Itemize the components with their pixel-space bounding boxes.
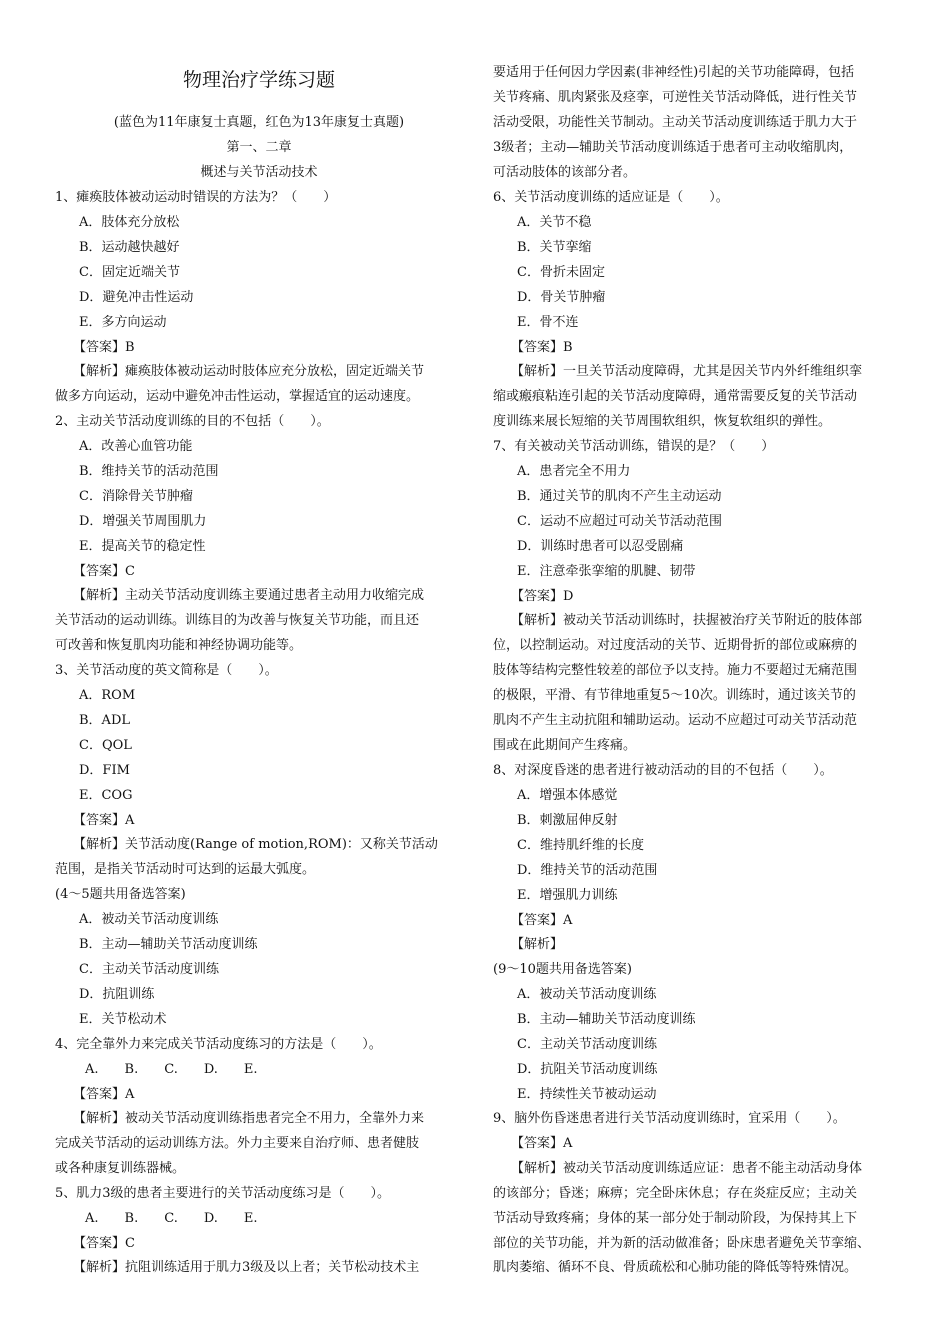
explanation-line: 位，以控制运动。对过度活动的关节、近期骨折的部位或麻痹的 (493, 638, 858, 653)
explanation-line: 完成关节活动的运动训练方法。外力主要来自治疗师、患者健肢 (55, 1136, 420, 1151)
answer: 【答案】A (511, 1136, 573, 1151)
option-letters: A. B. C. D. E. (85, 1211, 258, 1226)
option: D．抗阻训练 (79, 987, 155, 1002)
option: B．通过关节的肌肉不产生主动运动 (517, 489, 722, 504)
explanation-line: 缩或瘢痕粘连引起的关节活动度障碍，通常需要反复的关节活动 (493, 389, 858, 404)
option: A．改善心血管功能 (79, 439, 193, 454)
option: A．患者完全不用力 (517, 464, 631, 479)
explanation-line: 的该部分；昏迷；麻痹；完全卧床休息；存在炎症反应；主动关 (493, 1186, 858, 1201)
explanation-line: 活动受限，功能性关节制动。主动关节活动度训练适于肌力大于 (493, 115, 858, 130)
question-3: 3、关节活动度的英文简称是（ ）。 (55, 663, 278, 678)
option: E．COG (79, 788, 133, 803)
shared-options-note: (4～5题共用备选答案) (55, 887, 186, 902)
option: E．骨不连 (517, 315, 579, 330)
question-2: 2、主动关节活动度训练的目的不包括（ ）。 (55, 414, 330, 429)
option: D．维持关节的活动范围 (517, 863, 658, 878)
explanation-line: 【解析】 (511, 937, 564, 952)
explanation-line: 【解析】被动关节活动度训练适应证：患者不能主动活动身体 (511, 1161, 863, 1176)
option: C．运动不应超过可动关节活动范围 (517, 514, 722, 529)
explanation-line: 关节活动的运动训练。训练目的为改善与恢复关节功能，而且还 (55, 613, 420, 628)
answer: 【答案】C (73, 564, 135, 579)
option: D．骨关节肿瘤 (517, 290, 606, 305)
question-8: 8、对深度昏迷的患者进行被动活动的目的不包括（ ）。 (493, 763, 833, 778)
option: E．关节松动术 (79, 1012, 167, 1027)
option: A．增强本体感觉 (517, 788, 618, 803)
question-1: 1、瘫痪肢体被动运动时错误的方法为？（ ） (55, 190, 337, 205)
option: B．主动—辅助关节活动度训练 (517, 1012, 696, 1027)
option: E．多方向运动 (79, 315, 167, 330)
option: C．QOL (79, 738, 132, 753)
explanation-line: 范围，是指关节活动时可达到的运最大弧度。 (55, 862, 316, 877)
question-6: 6、关节活动度训练的适应证是（ ）。 (493, 190, 729, 205)
option: E．注意牵张挛缩的肌腱、韧带 (517, 564, 696, 579)
option: B．ADL (79, 713, 130, 728)
option: B．维持关节的活动范围 (79, 464, 219, 479)
answer: 【答案】A (73, 813, 135, 828)
page-title: 物理治疗学练习题 (182, 69, 335, 91)
question-4: 4、完全靠外力来完成关节活动度练习的方法是（ ）。 (55, 1037, 382, 1052)
option: C．主动关节活动度训练 (517, 1037, 657, 1052)
option: D．训练时患者可以忍受剧痛 (517, 539, 684, 554)
option: C．固定近端关节 (79, 265, 180, 280)
option: D．FIM (79, 763, 130, 778)
explanation-line: 3级者；主动—辅助关节活动度训练适于患者可主动收缩肌肉， (493, 140, 853, 155)
shared-options-note: (9～10题共用备选答案) (493, 962, 632, 977)
explanation-line: 【解析】被动关节活动度训练指患者完全不用力，全靠外力来 (73, 1111, 425, 1126)
explanation-line: 【解析】主动关节活动度训练主要通过患者主动用力收缩完成 (73, 588, 425, 603)
option: D．增强关节周围肌力 (79, 514, 207, 529)
explanation-line: 度训练来展长短缩的关节周围软组织，恢复软组织的弹性。 (493, 414, 832, 429)
question-7: 7、有关被动关节活动训练，错误的是？（ ） (493, 439, 775, 454)
answer: 【答案】A (511, 913, 573, 928)
explanation-line: 【解析】关节活动度(Range of motion,ROM)：又称关节活动 (73, 837, 438, 852)
explanation-line: 做多方向运动，运动中避免冲击性运动，掌握适宜的运动速度。 (55, 389, 420, 404)
option: C．消除骨关节肿瘤 (79, 489, 193, 504)
explanation-line: 要适用于任何因力学因素(非神经性)引起的关节功能障碍，包括 (493, 65, 855, 80)
option: E．提高关节的稳定性 (79, 539, 206, 554)
option: B．关节挛缩 (517, 240, 592, 255)
option: E．持续性关节被动运动 (517, 1087, 657, 1102)
option: B．主动—辅助关节活动度训练 (79, 937, 258, 952)
explanation-line: 可改善和恢复肌肉功能和神经协调功能等。 (55, 638, 303, 653)
option: C．骨折未固定 (517, 265, 605, 280)
answer: 【答案】B (73, 340, 135, 355)
option: A．被动关节活动度训练 (517, 987, 657, 1002)
explanation-line: 【解析】抗阻训练适用于肌力3级及以上者；关节松动技术主 (73, 1260, 420, 1275)
answer: 【答案】C (73, 1236, 135, 1251)
explanation-line: 肌肉不产生主动抗阻和辅助运动。运动不应超过可动关节活动范 (493, 713, 858, 728)
option: B．运动越快越好 (79, 240, 180, 255)
option: D．避免冲击性运动 (79, 290, 194, 305)
option-letters: A. B. C. D. E. (85, 1062, 258, 1077)
answer: 【答案】B (511, 340, 573, 355)
explanation-line: 关节疼痛、肌肉紧张及痉挛，可逆性关节活动降低，进行性关节 (493, 90, 858, 105)
option: E．增强肌力训练 (517, 888, 618, 903)
option: C．主动关节活动度训练 (79, 962, 219, 977)
explanation-line: 可活动肢体的该部分者。 (493, 165, 637, 180)
explanation-line: 【解析】瘫痪肢体被动运动时肢体应充分放松，固定近端关节 (73, 364, 425, 379)
explanation-line: 部位的关节功能，并为新的活动做准备；卧床患者避免关节挛缩、 (493, 1236, 871, 1251)
answer: 【答案】D (511, 589, 574, 604)
chapter-heading: 第一、二章 (226, 140, 292, 155)
explanation-line: 或各种康复训练器械。 (55, 1161, 186, 1176)
option: A．关节不稳 (517, 215, 592, 230)
answer: 【答案】A (73, 1087, 135, 1102)
explanation-line: 【解析】一旦关节活动度障碍，尤其是因关节内外纤维组织挛 (511, 364, 863, 379)
option: D．抗阻关节活动度训练 (517, 1062, 658, 1077)
question-9: 9、脑外伤昏迷患者进行关节活动度训练时，宜采用（ ）。 (493, 1111, 846, 1126)
subtitle-note: (蓝色为11年康复士真题，红色为13年康复士真题) (113, 115, 405, 130)
question-5: 5、肌力3级的患者主要进行的关节活动度练习是（ ）。 (55, 1186, 391, 1201)
option: A．ROM (79, 688, 136, 703)
explanation-line: 节活动导致疼痛；身体的某一部分处于制动阶段，为保持其上下 (493, 1211, 858, 1226)
section-heading: 概述与关节活动技术 (200, 165, 318, 180)
option: A．被动关节活动度训练 (79, 912, 219, 927)
option: C．维持肌纤维的长度 (517, 838, 644, 853)
explanation-line: 【解析】被动关节活动训练时，扶握被治疗关节附近的肢体部 (511, 613, 863, 628)
explanation-line: 肌肉萎缩、循环不良、骨质疏松和心肺功能的降低等特殊情况。 (493, 1260, 858, 1275)
option: B．刺激屈伸反射 (517, 813, 618, 828)
explanation-line: 围或在此期间产生疼痛。 (493, 738, 637, 753)
explanation-line: 肢体等结构完整性较差的部位予以支持。施力不要超过无痛范围 (493, 663, 858, 678)
explanation-line: 的极限，平滑、有节律地重复5～10次。训练时，通过该关节的 (493, 688, 856, 703)
option: A．肢体充分放松 (79, 215, 180, 230)
